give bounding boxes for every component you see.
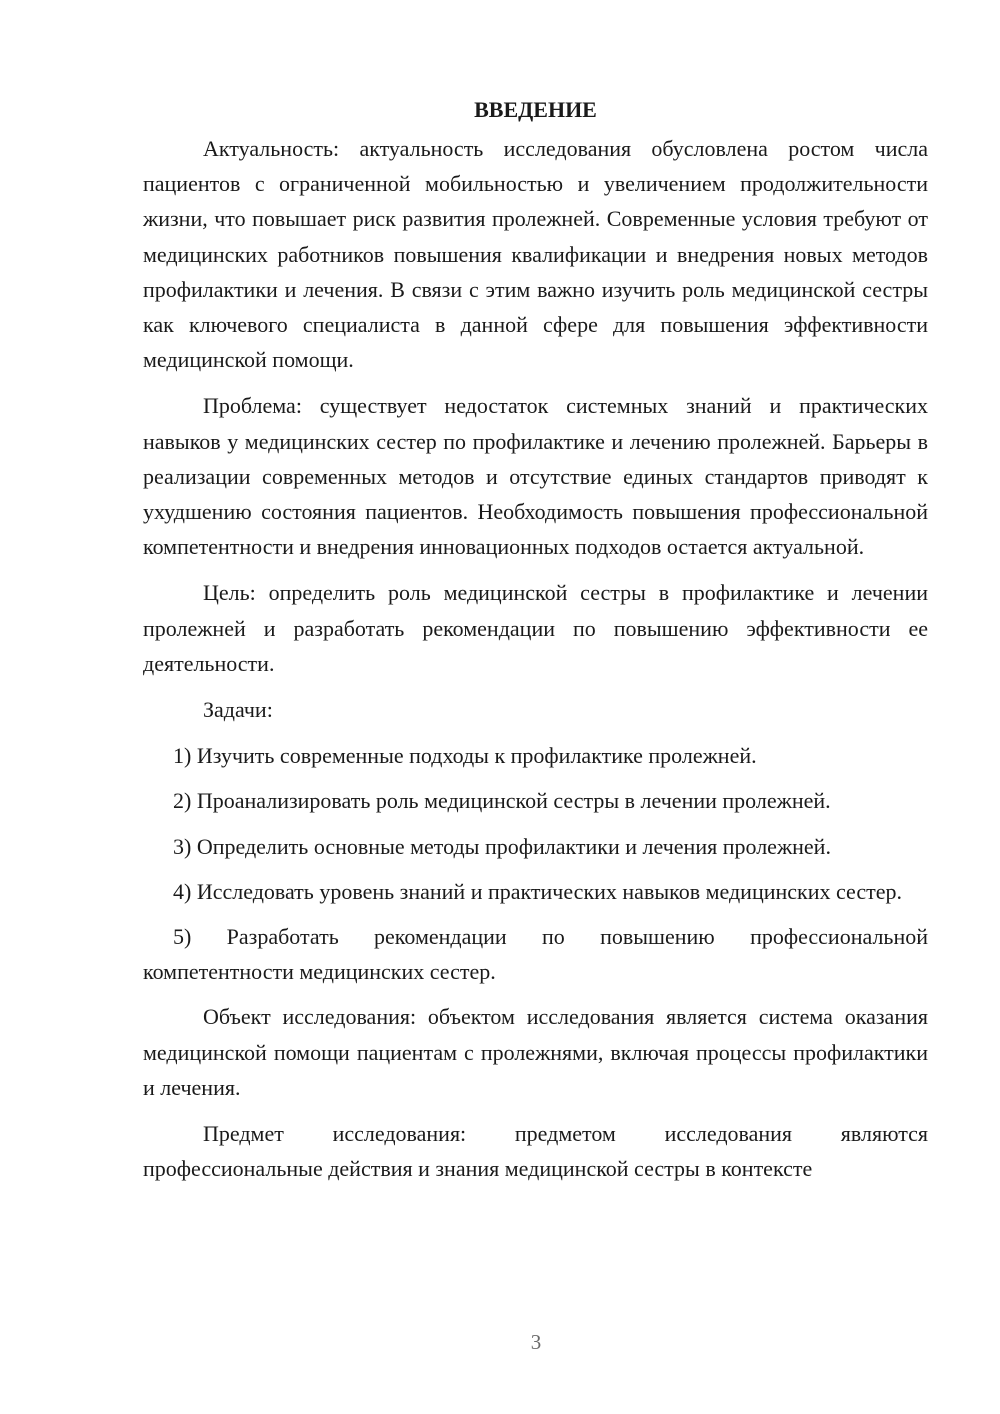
paragraph-problem: Проблема: существует недостаток системных знаний и практических навыков у медицинских сестер по профилактике и лечению пролежней. Барьеры в реализации современных методов и отсутствие единых стандартов приводят к ухудшению состояния пациентов. Необходимость повышения профессиональной компетентности и внедрения инновационных подходов остается актуальной.: [143, 393, 928, 560]
paragraph-goal: Цель: определить роль медицинской сестры в профилактике и лечении пролежней и разработать рекомендации по повышению эффективности ее деятельности.: [143, 580, 928, 676]
task-item-4: 4) Исследовать уровень знаний и практических навыков медицинских сестер.: [173, 878, 902, 904]
task-item-5: 5) Разработать рекомендации по повышению профессиональной компетентности медицинских сестер.: [143, 924, 928, 985]
document-page: [143, 92, 928, 1186]
paragraph-object: Объект исследования: объектом исследования является система оказания медицинской помощи пациентам с пролежнями, включая процессы профилактики и лечения.: [143, 1004, 928, 1100]
page-number: 3: [530, 1330, 542, 1354]
paragraph-tasks-heading: Задачи:: [203, 697, 273, 723]
paragraph-subject: Предмет исследования: предметом исследования являются профессиональные действия и знания медицинской сестры в контексте: [143, 1121, 928, 1182]
task-item-1: 1) Изучить современные подходы к профилактике пролежней.: [173, 743, 757, 769]
page-title: ВВЕДЕНИЕ: [474, 97, 597, 122]
task-item-2: 2) Проанализировать роль медицинской сестры в лечении пролежней.: [173, 788, 831, 814]
paragraph-relevance: Актуальность: актуальность исследования обусловлена ростом числа пациентов с ограниченной мобильностью и увеличением продолжительности жизни, что повышает риск развития пролежней. Современные условия требуют от медицинских работников повышения квалификации и внедрения новых методов профилактики и лечения. В связи с этим важно изучить роль медицинской сестры как ключевого специалиста в данной сфере для повышения эффективности медицинской помощи.: [143, 136, 928, 373]
task-item-3: 3) Определить основные методы профилактики и лечения пролежней.: [173, 833, 831, 859]
